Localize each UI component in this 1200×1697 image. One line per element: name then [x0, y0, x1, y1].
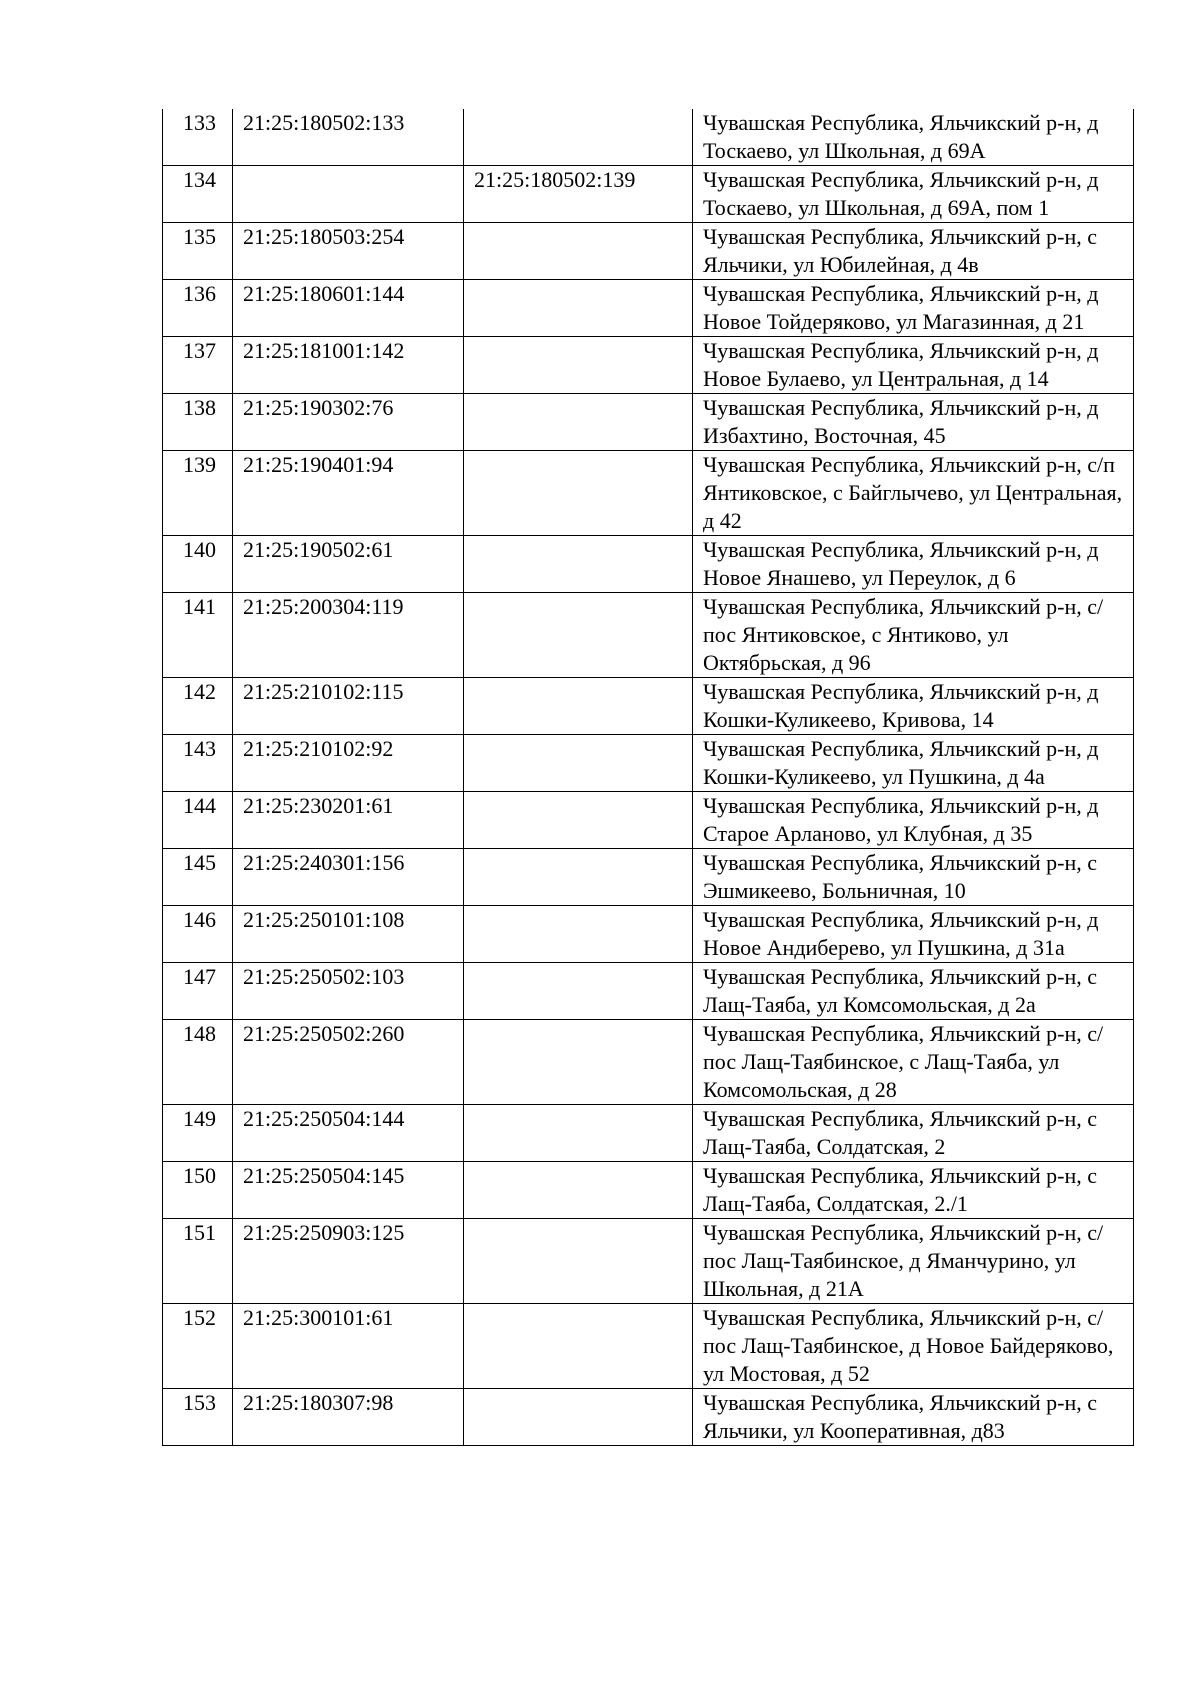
building-number-cell	[464, 593, 693, 678]
table-row	[163, 1162, 1134, 1219]
land-parcel-number-cell: 21:25:250502:260	[233, 1020, 464, 1105]
address-cell: Чувашская Республика, Яльчикский р-н, д Тоскаево, ул Школьная, д 69А, пом 1	[693, 166, 1134, 223]
land-parcel-number-cell: 21:25:250101:108	[233, 906, 464, 963]
table-row	[163, 1020, 1134, 1105]
address-cell: Чувашская Республика, Яльчикский р-н, д Новое Булаево, ул Центральная, д 14	[693, 337, 1134, 394]
row-number-cell: 151	[163, 1219, 233, 1304]
address-cell: Чувашская Республика, Яльчикский р-н, с/пос Лащ-Таябинское, с Лащ-Таяба, ул Комсомольская, д 28	[693, 1020, 1134, 1105]
property-registry-table	[162, 109, 1134, 1446]
row-number-cell: 145	[163, 849, 233, 906]
address-cell: Чувашская Республика, Яльчикский р-н, с/п Янтиковское, с Байглычево, ул Центральная, д 42	[693, 451, 1134, 536]
building-number-cell	[464, 678, 693, 735]
row-number-cell: 148	[163, 1020, 233, 1105]
address-cell: Чувашская Республика, Яльчикский р-н, с Лащ-Таяба, Солдатская, 2./1	[693, 1162, 1134, 1219]
table-row	[163, 593, 1134, 678]
address-cell: Чувашская Республика, Яльчикский р-н, с Эшмикеево, Больничная, 10	[693, 849, 1134, 906]
row-number-cell: 147	[163, 963, 233, 1020]
row-number-cell: 136	[163, 280, 233, 337]
address-cell: Чувашская Республика, Яльчикский р-н, с Яльчики, ул Кооперативная, д83	[693, 1389, 1134, 1446]
table-row	[163, 1219, 1134, 1304]
building-number-cell	[464, 1219, 693, 1304]
land-parcel-number-cell: 21:25:190502:61	[233, 536, 464, 593]
land-parcel-number-cell: 21:25:210102:115	[233, 678, 464, 735]
building-number-cell	[464, 792, 693, 849]
building-number-cell	[464, 451, 693, 536]
table-row	[163, 394, 1134, 451]
address-cell: Чувашская Республика, Яльчикский р-н, д Избахтино, Восточная, 45	[693, 394, 1134, 451]
address-cell: Чувашская Республика, Яльчикский р-н, с/пос Лащ-Таябинское, д Новое Байдеряково, ул Мостовая, д 52	[693, 1304, 1134, 1389]
land-parcel-number-cell: 21:25:200304:119	[233, 593, 464, 678]
row-number-cell: 152	[163, 1304, 233, 1389]
table-row	[163, 223, 1134, 280]
land-parcel-number-cell: 21:25:250903:125	[233, 1219, 464, 1304]
row-number-cell: 141	[163, 593, 233, 678]
row-number-cell: 149	[163, 1105, 233, 1162]
address-cell: Чувашская Республика, Яльчикский р-н, д Новое Андиберево, ул Пушкина, д 31а	[693, 906, 1134, 963]
row-number-cell: 134	[163, 166, 233, 223]
row-number-cell: 138	[163, 394, 233, 451]
building-number-cell	[464, 337, 693, 394]
address-cell: Чувашская Республика, Яльчикский р-н, д Старое Арланово, ул Клубная, д 35	[693, 792, 1134, 849]
row-number-cell: 142	[163, 678, 233, 735]
table-row	[163, 536, 1134, 593]
address-cell: Чувашская Республика, Яльчикский р-н, д Новое Тойдеряково, ул Магазинная, д 21	[693, 280, 1134, 337]
table-row	[163, 678, 1134, 735]
row-number-cell: 133	[163, 109, 233, 166]
table-row	[163, 963, 1134, 1020]
address-cell: Чувашская Республика, Яльчикский р-н, с Лащ-Таяба, Солдатская, 2	[693, 1105, 1134, 1162]
land-parcel-number-cell: 21:25:230201:61	[233, 792, 464, 849]
building-number-cell	[464, 1389, 693, 1446]
row-number-cell: 139	[163, 451, 233, 536]
table-row	[163, 906, 1134, 963]
table-row	[163, 280, 1134, 337]
address-cell: Чувашская Республика, Яльчикский р-н, с Лащ-Таяба, ул Комсомольская, д 2а	[693, 963, 1134, 1020]
table-row	[163, 849, 1134, 906]
land-parcel-number-cell: 21:25:210102:92	[233, 735, 464, 792]
table-row	[163, 1389, 1134, 1446]
address-cell: Чувашская Республика, Яльчикский р-н, д Тоскаево, ул Школьная, д 69А	[693, 109, 1134, 166]
row-number-cell: 144	[163, 792, 233, 849]
table-row	[163, 1304, 1134, 1389]
land-parcel-number-cell: 21:25:190302:76	[233, 394, 464, 451]
land-parcel-number-cell: 21:25:180601:144	[233, 280, 464, 337]
building-number-cell	[464, 1304, 693, 1389]
land-parcel-number-cell: 21:25:180503:254	[233, 223, 464, 280]
registry-table-body	[163, 109, 1134, 1446]
table-row	[163, 1105, 1134, 1162]
building-number-cell	[464, 280, 693, 337]
table-row	[163, 109, 1134, 166]
building-number-cell	[464, 735, 693, 792]
building-number-cell	[464, 394, 693, 451]
land-parcel-number-cell: 21:25:180307:98	[233, 1389, 464, 1446]
table-row	[163, 337, 1134, 394]
table-row	[163, 166, 1134, 223]
building-number-cell	[464, 906, 693, 963]
table-row	[163, 451, 1134, 536]
address-cell: Чувашская Республика, Яльчикский р-н, с/пос Янтиковское, с Янтиково, ул Октябрьская, д 96	[693, 593, 1134, 678]
address-cell: Чувашская Республика, Яльчикский р-н, с/пос Лащ-Таябинское, д Яманчурино, ул Школьная, д 21А	[693, 1219, 1134, 1304]
building-number-cell	[464, 963, 693, 1020]
building-number-cell	[464, 1162, 693, 1219]
building-number-cell	[464, 536, 693, 593]
row-number-cell: 150	[163, 1162, 233, 1219]
land-parcel-number-cell	[233, 166, 464, 223]
building-number-cell	[464, 1105, 693, 1162]
row-number-cell: 153	[163, 1389, 233, 1446]
building-number-cell: 21:25:180502:139	[464, 166, 693, 223]
land-parcel-number-cell: 21:25:240301:156	[233, 849, 464, 906]
address-cell: Чувашская Республика, Яльчикский р-н, д Кошки-Куликеево, Кривова, 14	[693, 678, 1134, 735]
table-row	[163, 735, 1134, 792]
row-number-cell: 135	[163, 223, 233, 280]
row-number-cell: 146	[163, 906, 233, 963]
address-cell: Чувашская Республика, Яльчикский р-н, д Новое Янашево, ул Переулок, д 6	[693, 536, 1134, 593]
building-number-cell	[464, 109, 693, 166]
land-parcel-number-cell: 21:25:181001:142	[233, 337, 464, 394]
table-row	[163, 792, 1134, 849]
land-parcel-number-cell: 21:25:250504:144	[233, 1105, 464, 1162]
address-cell: Чувашская Республика, Яльчикский р-н, д Кошки-Куликеево, ул Пушкина, д 4а	[693, 735, 1134, 792]
building-number-cell	[464, 223, 693, 280]
row-number-cell: 143	[163, 735, 233, 792]
row-number-cell: 137	[163, 337, 233, 394]
land-parcel-number-cell: 21:25:300101:61	[233, 1304, 464, 1389]
land-parcel-number-cell: 21:25:250504:145	[233, 1162, 464, 1219]
land-parcel-number-cell: 21:25:250502:103	[233, 963, 464, 1020]
address-cell: Чувашская Республика, Яльчикский р-н, с Яльчики, ул Юбилейная, д 4в	[693, 223, 1134, 280]
land-parcel-number-cell: 21:25:180502:133	[233, 109, 464, 166]
land-parcel-number-cell: 21:25:190401:94	[233, 451, 464, 536]
building-number-cell	[464, 1020, 693, 1105]
row-number-cell: 140	[163, 536, 233, 593]
building-number-cell	[464, 849, 693, 906]
